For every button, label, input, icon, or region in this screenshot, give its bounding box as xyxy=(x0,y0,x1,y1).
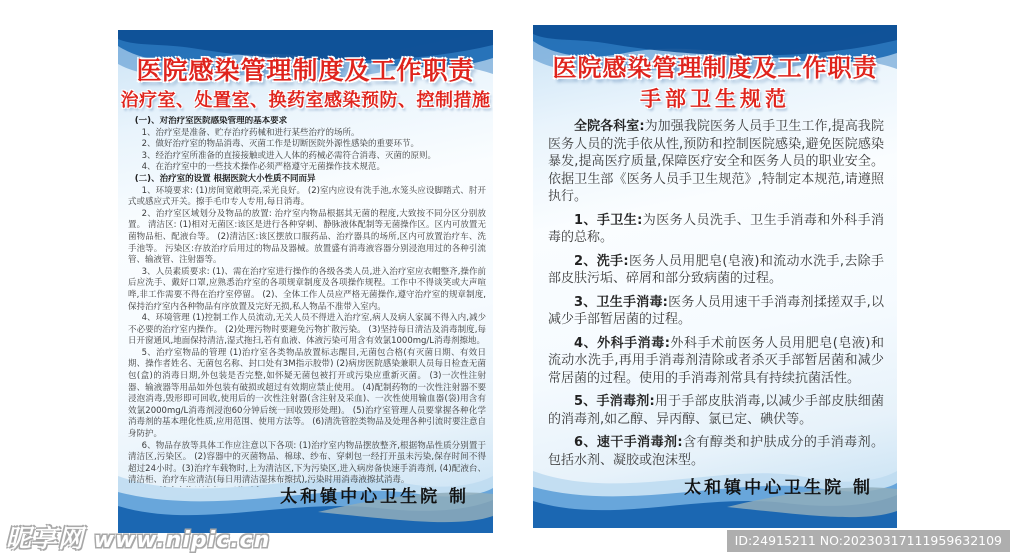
left-poster-footer-signature: 太和镇中心卫生院 制 xyxy=(280,487,469,507)
left-poster-paragraph: 4、环境管理 (1)控制工作人员流动,无关人员不得进入治疗室,病人及病人家属不得入内,减少不必要的治疗室内操作。 (2)处理污物时要避免污物扩散污染。 (3)坚持每日清洁及消毒制度,每日开窗通风,地面保持清洁,湿式拖扫,若有血液、体液污染可用含有效氯1000mg/L消毒剂擦地。 xyxy=(128,313,486,347)
right-poster-item-text: 外科手术前医务人员用肥皂(皂液)和流动水洗手,再用手消毒剂清除或者杀灭手部暂居菌和减少常居菌的过程。使用的手消毒剂常具有持续抗菌活性。 xyxy=(548,335,884,386)
right-poster-item xyxy=(548,393,884,428)
left-poster-header xyxy=(118,30,493,111)
right-poster-item-text: 为医务人员洗手、卫生手消毒和外科手消毒的总称。 xyxy=(548,212,884,245)
right-poster-header xyxy=(533,25,897,111)
poster-right xyxy=(533,25,897,528)
left-poster-body-text xyxy=(128,116,486,487)
right-poster-item-text: 含有醇类和护肤成分的手消毒剂。包括水剂、凝胶或泡沫型。 xyxy=(548,435,884,468)
right-poster-item-label: 6、速干手消毒剂: xyxy=(574,435,683,450)
left-poster-paragraph: 2、做好治疗室的物品消毒、灭菌工作是切断医院外源性感染的重要环节。 xyxy=(141,139,420,150)
left-poster-paragraph: 3、人员素质要求: (1)、需在治疗室进行操作的各级各类人员,进入治疗室应衣帽整齐,操作前后应洗手、戴好口罩,应熟悉治疗室的各项规章制度及各项操作规程。工作中不得谈笑或大声喧哗,非工作需要不得在治疗室停留。 (2)、全体工作人员应严格无菌操作,遵守治疗室的规章制度,保持治疗室内各种物品有序放置及完好无损,私人物品不准带入室内。 xyxy=(128,266,486,312)
right-poster-item-text: 为加强我院医务人员手卫生工作,提高我院医务人员的洗手依从性,预防和控制医院感染,避免医院感染暴发,提高医疗质量,保障医疗安全和医务人员的职业安全。依据卫生部《医务人员手卫生规范》,特制定本规范,请遵照执行。 xyxy=(548,119,884,204)
nipic-watermark-logo xyxy=(6,519,270,555)
right-poster-item-label: 1、手卫生: xyxy=(574,212,643,228)
left-poster-paragraph: (二)、治疗室的设置 根据医院大小性质不同而异 xyxy=(134,173,316,184)
right-poster-item xyxy=(548,253,884,288)
right-poster-subtitle: 手部卫生规范 xyxy=(640,86,790,111)
nipic-site-url: www.nipic.cn xyxy=(93,528,271,553)
left-poster-subtitle: 治疗室、处置室、换药室感染预防、控制措施 xyxy=(120,90,491,111)
right-poster-item-label: 2、洗手: xyxy=(574,253,629,269)
right-poster-item xyxy=(548,434,884,469)
right-poster-item-text: 用于手部皮肤消毒,以减少手部皮肤细菌的消毒剂,如乙醇、异丙醇、氯已定、碘伏等。 xyxy=(548,394,884,427)
right-poster-item xyxy=(548,118,884,206)
poster-left xyxy=(118,30,493,533)
right-poster-item-label: 3、卫生手消毒: xyxy=(574,294,668,310)
right-poster-body-text xyxy=(548,118,884,470)
left-poster-paragraph: 3、经治疗室所准备的直接接触或进入人体的药械必需符合消毒、灭菌的原则。 xyxy=(141,150,437,161)
right-poster-item xyxy=(548,335,884,388)
right-poster-item xyxy=(548,294,884,329)
left-poster-paragraph: 2、治疗室区域划分及物品的放置: 治疗室内物品根据其无菌的程度,大致按不同分区分别放置。 清洁区: (1)相对无菌区:该区是进行各种穿刺、静脉液体配制等无菌操作区。区内可放置无菌物品柜、配液台等。 (2)清洁区:该区摆放口服药品、治疗器具的场所,区内可放置治疗车、洗手池等。 污染区:存放治疗后用过的物品及器械。放置盛有消毒液容器分别浸泡用过的各种引流管、输液管、注射器等。 xyxy=(128,208,486,266)
left-poster-title: 医院感染管理制度及工作职责 xyxy=(136,56,475,85)
left-poster-paragraph: (一)、对治疗室医院感染管理的基本要求 xyxy=(134,116,288,126)
nipic-site-name: 昵享网 xyxy=(6,524,85,553)
right-poster-item xyxy=(548,212,884,247)
image-id-watermark-bar: ID:24915211 NO:20230317111959632109 xyxy=(727,530,1010,552)
right-poster-item-label: 全院各科室: xyxy=(574,119,645,134)
right-poster-item-label: 5、手消毒剂: xyxy=(574,394,655,409)
left-poster-paragraph: 6、物品存放等具体工作应注意以下各项: (1)治疗室内物品摆放整齐,根据物品性质分别置于清洁区,污染区。 (2)容器中的灭菌物品、棉球、纱布、穿刺包一经打开虽未污染,保存时间不得超过24小时。(3)治疗车载物时,上为清洁区,下为污染区,进入病房备快速手消毒剂, (4)配液台、清洁柜、治疗车应清洁(每日用清洁湿抹布擦拭),污染时用消毒液擦拭消毒。 xyxy=(128,440,486,486)
left-poster-paragraph: 1、环境要求: (1)房间宽敞明亮,采光良好。 (2)室内应设有洗手池,水笼头应设脚踏式、肘开式或感应式开关。擦手毛巾专人专用,每日消毒。 xyxy=(128,185,486,208)
right-poster-title: 医院感染管理制度及工作职责 xyxy=(552,54,878,82)
right-poster-item-text: 医务人员用肥皂(皂液)和流动水洗手,去除手部皮肤污垢、碎屑和部分致病菌的过程。 xyxy=(548,253,884,286)
left-poster-paragraph: 4、在治疗室中的一些技术操作必须严格遵守无菌操作技术规范。 xyxy=(141,162,386,173)
right-poster-item-label: 4、外科手消毒: xyxy=(574,335,670,351)
right-poster-footer-signature: 太和镇中心卫生院 制 xyxy=(684,478,873,498)
right-poster-item-text: 医务人员用速干手消毒剂揉搓双手,以减少手部暂居菌的过程。 xyxy=(548,294,884,327)
left-poster-paragraph: 1、治疗室是准备、贮存治疗药械和进行某些治疗的场所。 xyxy=(141,127,360,138)
left-poster-paragraph: 5、治疗室物品的管理 (1)治疗室各类物品放置标志醒目,无菌包合格(有灭菌日期、有效日期、操作者姓名、无菌包名称、封口处有3M指示胶带) (2)病房医院感染兼职人员每日检查无菌包(盒)的消毒日期,外包装是否完整,如怀疑无菌包被打开或污染应重新灭菌。 (3)一次性注射器、输液器等用品如外包装有破损或超过有效期应禁止使用。 (4)配制药物的一次性注射器不要浸泡消毒,毁形即可回收,使用后的一次性注射器(含注射及采血)、一次性使用输血器(袋)用含有效氯2000mg/L消毒剂浸泡60分钟后统一回收毁形处理)。 (5)治疗室管理人员要掌握各种化学消毒剂的基本理化性质,应用范围、使用方法等。 (6)清洗管腔类物品及处理各种引流时要注意自身防护。 xyxy=(128,347,486,440)
